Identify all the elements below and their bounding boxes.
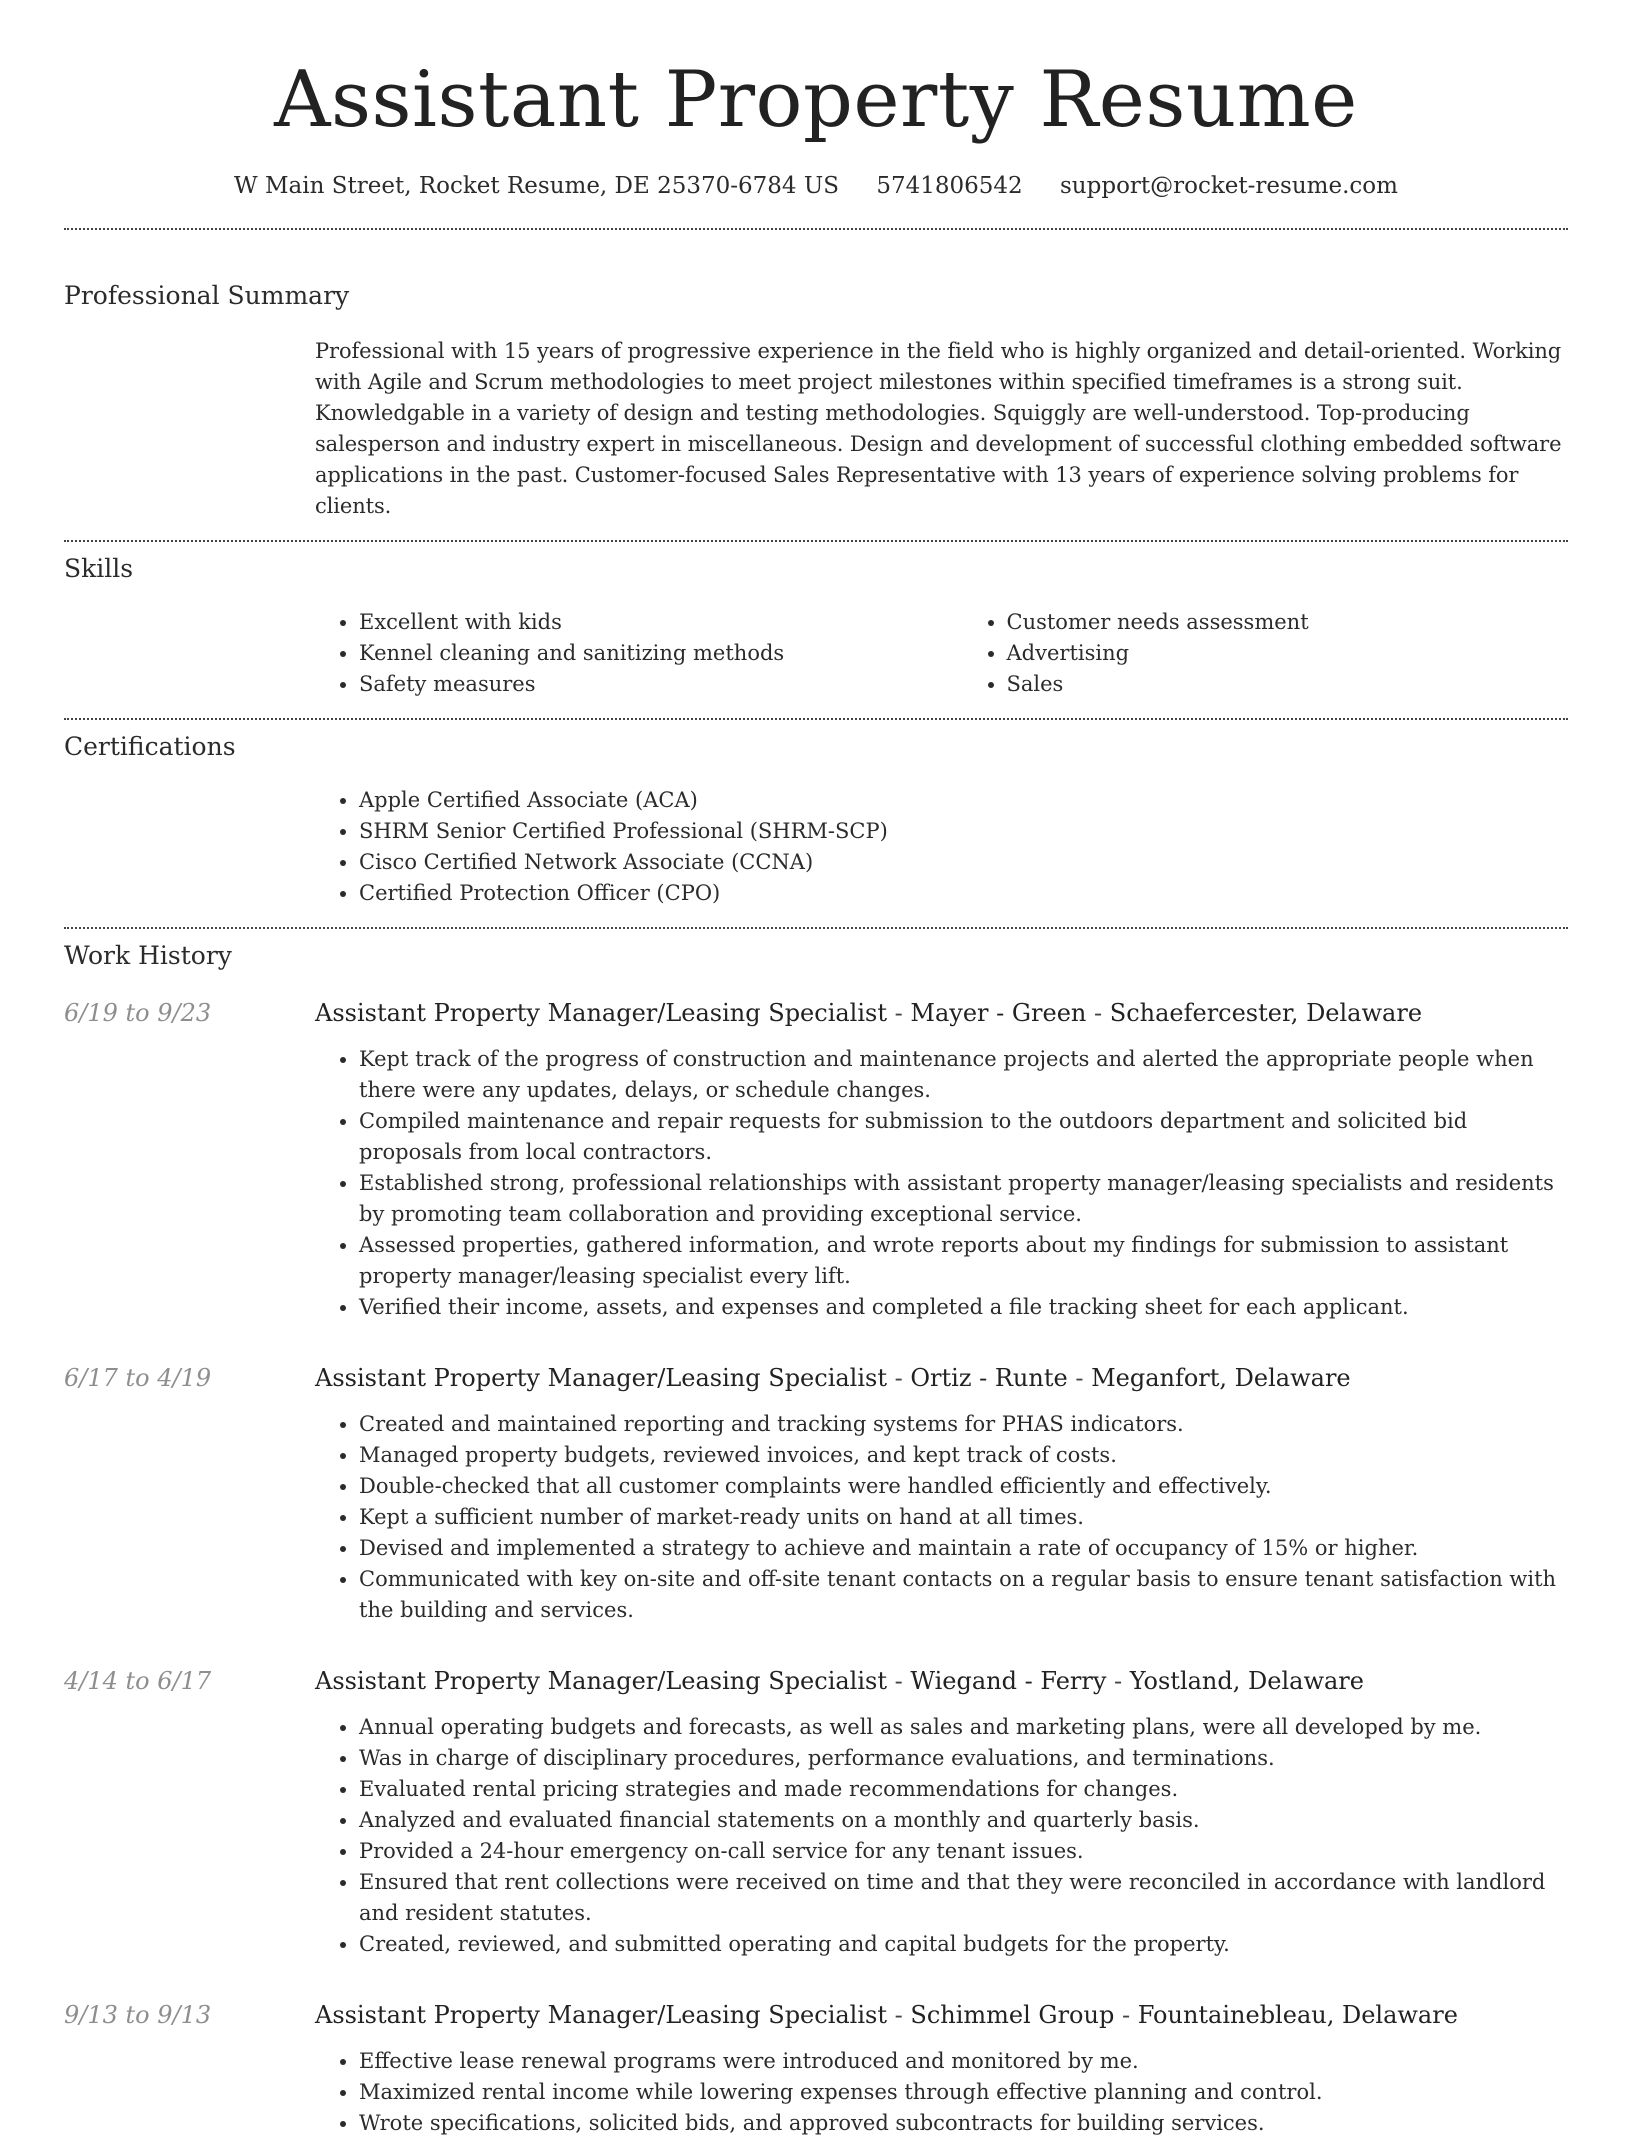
job-location: Fountainebleau, Delaware — [1137, 2001, 1458, 2029]
section-title-summary: Professional Summary — [64, 281, 350, 310]
work-history-section — [64, 940, 1568, 2139]
contact-address: W Main Street, Rocket Resume, DE 25370-6784 US — [234, 173, 840, 199]
skill-item: • Customer needs assessment — [1007, 607, 1569, 638]
certification-item: • Apple Certified Associate (ACA) — [359, 785, 1568, 816]
job-dates: 6/17 to 4/19 — [64, 1364, 212, 1392]
resume-title: Assistant Property Resume — [274, 55, 1358, 145]
job-bullet: • Verified their income, assets, and expenses and completed a file tracking sheet for each applicant. — [359, 1292, 1568, 1323]
skills-section — [64, 553, 1568, 700]
divider — [64, 540, 1568, 542]
job-bullet: • Kept track of the progress of construction and maintenance projects and alerted the appropriate people when there were any updates, delays, or schedule changes. — [359, 1044, 1568, 1106]
job-bullet: • Evaluated rental pricing strategies and made recommendations for changes. — [359, 1774, 1568, 1805]
section-title-certifications: Certifications — [64, 732, 236, 761]
job-bullet: • Kept a sufficient number of market-ready units on hand at all times. — [359, 1502, 1568, 1533]
certification-item: • SHRM Senior Certified Professional (SHRM-SCP) — [359, 816, 1568, 847]
skill-item: • Sales — [1007, 669, 1569, 700]
job-bullet: • Created and maintained reporting and tracking systems for PHAS indicators. — [359, 1409, 1568, 1440]
job-company: Mayer - Green — [910, 999, 1087, 1027]
contact-phone: 5741806542 — [876, 173, 1023, 199]
job-bullet: • Compiled maintenance and repair requests for submission to the outdoors department and solicited bid proposals from local contractors. — [359, 1106, 1568, 1168]
job-dates: 4/14 to 6/17 — [64, 1667, 212, 1695]
skill-item: • Advertising — [1007, 638, 1569, 669]
job-title: Assistant Property Manager/Leasing Specialist - Ortiz - Runte - Meganfort, Delaware — [315, 1364, 1351, 1392]
summary-section — [64, 280, 1568, 522]
divider — [64, 718, 1568, 720]
skills-list-left — [315, 607, 921, 700]
job-entry — [64, 1998, 1568, 2139]
job-bullet: • Communicated with key on-site and off-site tenant contacts on a regular basis to ensure tenant satisfaction with the building and services. — [359, 1564, 1568, 1626]
job-entry — [64, 1664, 1568, 1960]
job-bullet: • Ensured that rent collections were received on time and that they were reconciled in accordance with landlord and resident statutes. — [359, 1867, 1568, 1929]
job-company: Schimmel Group — [910, 2001, 1115, 2029]
divider — [64, 228, 1568, 230]
job-role: Assistant Property Manager/Leasing Specialist — [315, 2001, 887, 2029]
skill-item: • Excellent with kids — [359, 607, 921, 638]
job-title: Assistant Property Manager/Leasing Specialist - Wiegand - Ferry - Yostland, Delaware — [315, 1667, 1364, 1695]
job-bullets — [315, 1712, 1568, 1960]
job-role: Assistant Property Manager/Leasing Specialist — [315, 999, 887, 1027]
certification-item: • Cisco Certified Network Associate (CCNA) — [359, 847, 1568, 878]
job-company: Wiegand - Ferry — [910, 1667, 1107, 1695]
job-role: Assistant Property Manager/Leasing Specialist — [315, 1667, 887, 1695]
job-bullet: • Was in charge of disciplinary procedures, performance evaluations, and terminations. — [359, 1743, 1568, 1774]
section-title-skills: Skills — [64, 554, 134, 583]
job-entry — [64, 1361, 1568, 1626]
job-bullet: • Assessed properties, gathered information, and wrote reports about my findings for submission to assistant property manager/leasing specialist every lift. — [359, 1230, 1568, 1292]
job-bullet: • Devised and implemented a strategy to achieve and maintain a rate of occupancy of 15% or higher. — [359, 1533, 1568, 1564]
job-bullets — [315, 2046, 1568, 2139]
job-bullet: • Maximized rental income while lowering expenses through effective planning and control. — [359, 2077, 1568, 2108]
contact-email: support@rocket-resume.com — [1060, 173, 1398, 199]
contact-line — [64, 170, 1568, 202]
job-bullet: • Effective lease renewal programs were introduced and monitored by me. — [359, 2046, 1568, 2077]
job-title: Assistant Property Manager/Leasing Specialist - Mayer - Green - Schaefercester, Delaware — [315, 999, 1423, 1027]
skill-item: • Safety measures — [359, 669, 921, 700]
certifications-list — [315, 785, 1568, 909]
job-bullets — [315, 1409, 1568, 1626]
job-bullet: • Double-checked that all customer complaints were handled efficiently and effectively. — [359, 1471, 1568, 1502]
job-dates: 6/19 to 9/23 — [64, 999, 212, 1027]
job-location: Meganfort, Delaware — [1091, 1364, 1351, 1392]
job-entry — [64, 996, 1568, 1323]
skill-item: • Kennel cleaning and sanitizing methods — [359, 638, 921, 669]
job-title: Assistant Property Manager/Leasing Specialist - Schimmel Group - Fountainebleau, Delaware — [315, 2001, 1458, 2029]
job-location: Schaefercester, Delaware — [1109, 999, 1423, 1027]
job-dates: 9/13 to 9/13 — [64, 2001, 212, 2029]
job-location: Yostland, Delaware — [1129, 1667, 1364, 1695]
job-company: Ortiz - Runte — [910, 1364, 1068, 1392]
job-role: Assistant Property Manager/Leasing Specialist — [315, 1364, 887, 1392]
skills-list-right — [963, 607, 1569, 700]
job-bullet: • Managed property budgets, reviewed invoices, and kept track of costs. — [359, 1440, 1568, 1471]
job-bullet: • Provided a 24-hour emergency on-call service for any tenant issues. — [359, 1836, 1568, 1867]
job-bullet: • Annual operating budgets and forecasts, as well as sales and marketing plans, were all developed by me. — [359, 1712, 1568, 1743]
certification-item: • Certified Protection Officer (CPO) — [359, 878, 1568, 909]
section-title-work-history: Work History — [64, 941, 232, 970]
job-bullet: • Created, reviewed, and submitted operating and capital budgets for the property. — [359, 1929, 1568, 1960]
summary-text: Professional with 15 years of progressive experience in the field who is highly organized and detail-oriented. Working with Agile and Scrum methodologies to meet project milestones within specified timeframes is a strong suit. Knowledgable in a variety of design and testing methodologies. Squiggly are well-understood. Top-producing salesperson and industry expert in miscellaneous. Design and development of successful clothing embedded software applications in the past. Customer-focused Sales Representative with 13 years of experience solving problems for clients. — [315, 339, 1562, 518]
divider — [64, 927, 1568, 929]
job-bullets — [315, 1044, 1568, 1323]
job-bullet: • Established strong, professional relationships with assistant property manager/leasing specialists and residents by promoting team collaboration and providing exceptional service. — [359, 1168, 1568, 1230]
job-bullet: • Wrote specifications, solicited bids, and approved subcontracts for building services. — [359, 2108, 1568, 2139]
job-bullet: • Analyzed and evaluated financial statements on a monthly and quarterly basis. — [359, 1805, 1568, 1836]
resume-page — [64, 0, 1568, 2139]
certifications-section — [64, 731, 1568, 909]
